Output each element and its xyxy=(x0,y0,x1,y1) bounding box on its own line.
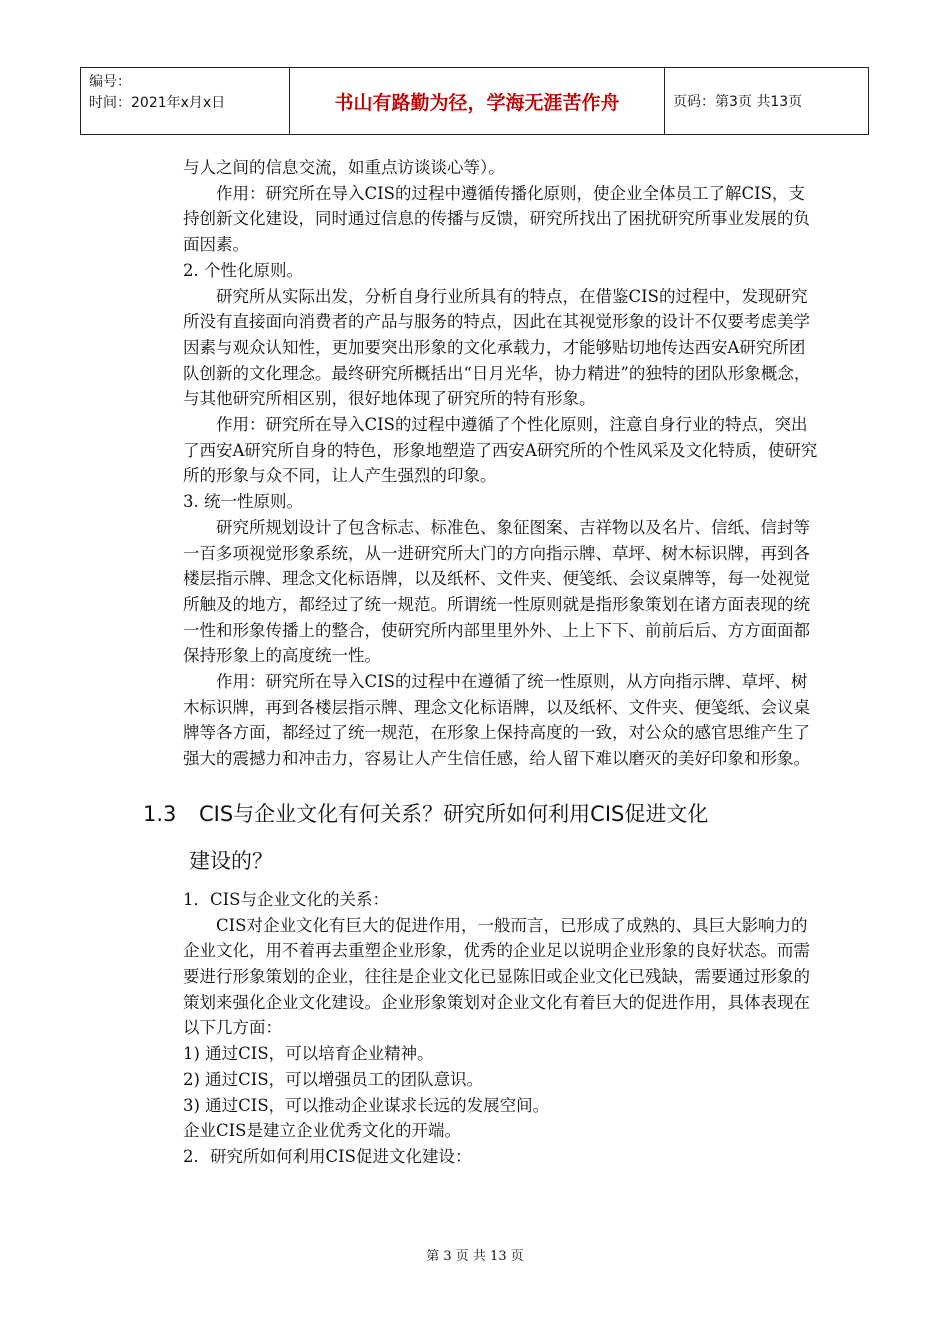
paragraph: 企业CIS是建立企业优秀文化的开端。 xyxy=(183,1121,461,1141)
list-item: 2) 通过CIS，可以增强员工的团队意识。 xyxy=(183,1069,484,1089)
page-footer: 第 3 页 共 13 页 xyxy=(426,1249,524,1264)
paragraph: CIS对企业文化有巨大的促进作用，一般而言，已形成了成熟的、具巨大影响力的企业文化，用不着再去重塑企业形象，优秀的企业足以说明企业形象的良好状态。而需要进行形象策划的企业，往往是企业文化已显陈旧或企业文化已残缺，需要通过形象的策划来强化企业文化建设。企业形象策划对企业文化有着巨大的促进作用，具体表现在以下几方面： xyxy=(183,915,810,1038)
document-date: 时间：2021年x月x日 xyxy=(89,95,226,111)
paragraph: 作用：研究所在导入CIS的过程中遵循了个性化原则，注意自身行业的特点，突出了西安A研究所自身的特色，形象地塑造了西安A研究所的个性风采及文化特质，使研究所的形象与众不同，让人产生强烈的印象。 xyxy=(183,415,818,486)
subsection-heading: 2．研究所如何利用CIS促进文化建设： xyxy=(183,1146,472,1166)
paragraph: 研究所规划设计了包含标志、标准色、象征图案、吉祥物以及名片、信纸、信封等一百多项视觉形象系统，从一进研究所大门的方向指示牌、草坪、树木标识牌，再到各楼层指示牌、理念文化标语牌，以及纸杯、文件夹、便笺纸、会议桌牌等，每一处视觉所触及的地方，都经过了统一规范。所谓统一性原则就是指形象策划在诸方面表现的统一性和形象传播上的整合，使研究所内部里里外外、上上下下、前前后后、方方面面都保持形象上的高度统一性。 xyxy=(183,517,810,666)
paragraph: 作用：研究所在导入CIS的过程中在遵循了统一性原则，从方向指示牌、草坪、树木标识牌，再到各楼层指示牌、理念文化标语牌，以及纸杯、文件夹、便笺纸、会议桌牌等各方面，都经过了统一规范，在形象上保持高度的一致，对公众的感官思维产生了强大的震撼力和冲击力，容易让人产生信任感，给人留下难以磨灭的美好印象和形象。 xyxy=(183,672,810,769)
subsection-heading: 1．CIS与企业文化的关系： xyxy=(183,889,389,909)
section-title-line2: 建设的？ xyxy=(189,848,273,873)
list-item: 3) 通过CIS，可以推动企业谋求长远的发展空间。 xyxy=(183,1095,550,1115)
section-title-line1: CIS与企业文化有何关系？研究所如何利用CIS促进文化 xyxy=(199,801,709,826)
document-body xyxy=(143,155,818,1170)
list-heading: 3. 统一性原则。 xyxy=(183,492,303,512)
list-item: 1) 通过CIS，可以培育企业精神。 xyxy=(183,1044,434,1064)
paragraph: 与人之间的信息交流，如重点访谈谈心等）。 xyxy=(183,158,505,177)
paragraph: 作用：研究所在导入CIS的过程中遵循传播化原则，使企业全体员工了解CIS，支持创新文化建设，同时通过信息的传播与反馈，研究所找出了困扰研究所事业发展的负面因素。 xyxy=(183,183,810,255)
header-page-info: 页码：第3页 共13页 xyxy=(665,68,869,135)
document-number-label: 编号： xyxy=(89,74,131,90)
header-meta xyxy=(81,68,290,135)
paragraph: 研究所从实际出发，分析自身行业所具有的特点，在借鉴CIS的过程中，发现研究所没有直接面向消费者的产品与服务的特点，因此在其视觉形象的设计不仅要考虑美学因素与观众认知性，更加要突出形象的文化承载力，才能够贴切地传达西安A研究所团队创新的文化理念。最终研究所概括出“日月光华，协力精进”的独特的团队形象概念，与其他研究所相区别，很好地体现了研究所的特有形象。 xyxy=(183,286,811,409)
section-heading xyxy=(143,798,818,830)
section-number: 1.3 xyxy=(143,801,177,826)
header-motto: 书山有路勤为径，学海无涯苦作舟 xyxy=(290,68,665,135)
list-heading: 2. 个性化原则。 xyxy=(183,260,303,280)
document-header xyxy=(80,67,869,135)
